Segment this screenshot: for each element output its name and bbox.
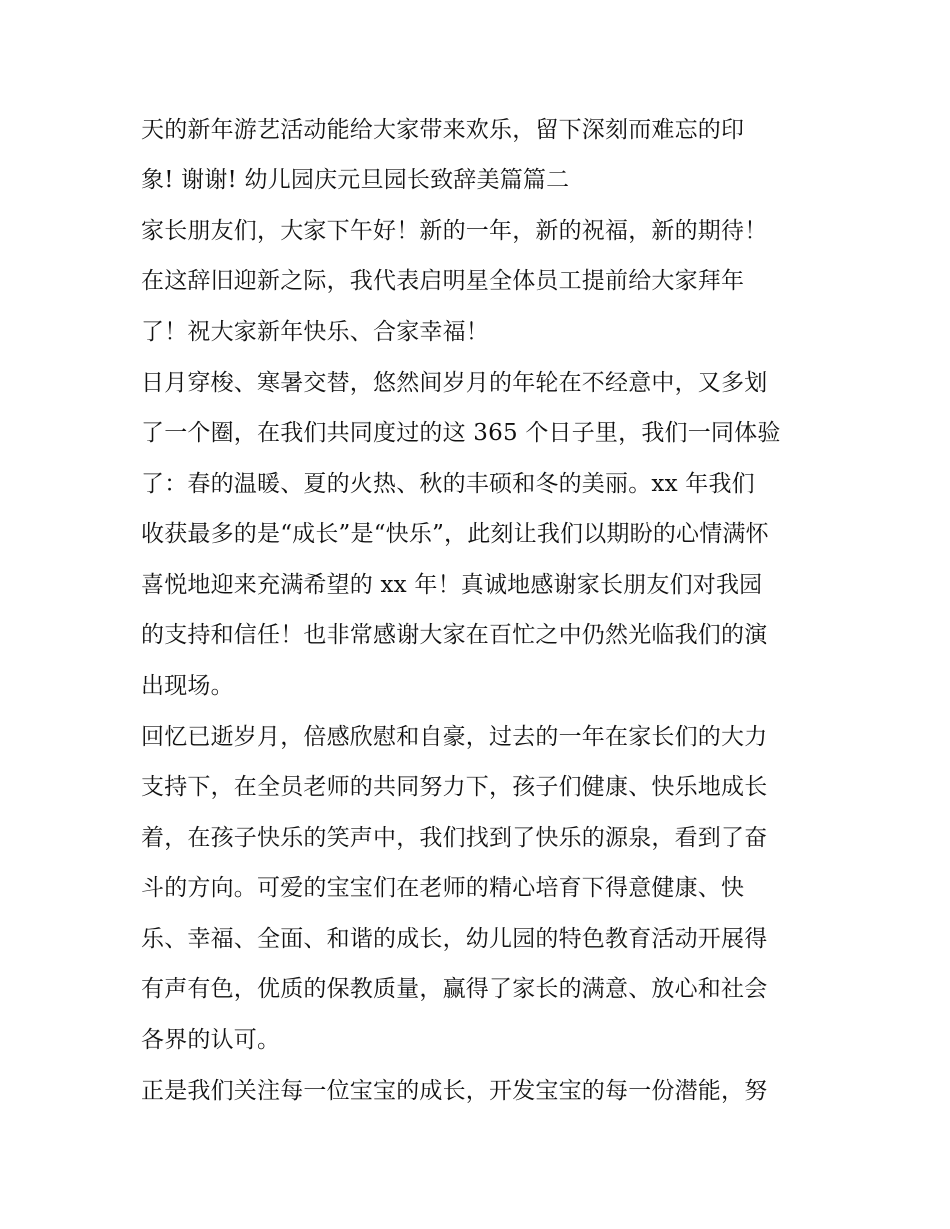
text-line: 正是我们关注每一位宝宝的成长，开发宝宝的每一份潜能，努 xyxy=(141,1078,768,1104)
text-line: 着，在孩子快乐的笑声中，我们找到了快乐的源泉，看到了奋 xyxy=(141,825,768,851)
text-line: 出现场。 xyxy=(141,673,234,699)
text-line: 象! 谢谢! 幼儿园庆元旦园长致辞美篇篇二 xyxy=(141,167,570,193)
text-line: 天的新年游艺活动能给大家带来欢乐，留下深刻而难忘的印 xyxy=(141,117,745,143)
text-line: 支持下，在全员老师的共同努力下，孩子们健康、快乐地成长 xyxy=(141,774,768,800)
text-line: 了！祝大家新年快乐、合家幸福！ xyxy=(141,319,489,345)
text-line: 收获最多的是“成长”是“快乐”，此刻让我们以期盼的心情满怀 xyxy=(141,521,769,547)
text-line: 有声有色，优质的保教质量，赢得了家长的满意、放心和社会 xyxy=(141,976,768,1002)
text-line: 的支持和信任！也非常感谢大家在百忙之中仍然光临我们的演 xyxy=(141,622,768,648)
text-line: 了一个圈，在我们共同度过的这 365 个日子里，我们一同体验 xyxy=(141,420,781,446)
text-line: 日月穿梭、寒暑交替，悠然间岁月的年轮在不经意中，又多划 xyxy=(141,370,768,396)
text-line: 斗的方向。可爱的宝宝们在老师的精心培育下得意健康、快 xyxy=(141,875,745,901)
text-line: 家长朋友们，大家下午好！新的一年，新的祝福，新的期待！ xyxy=(141,218,768,244)
text-line: 各界的认可。 xyxy=(141,1027,281,1053)
text-line: 了：春的温暖、夏的火热、秋的丰硕和冬的美丽。xx 年我们 xyxy=(141,471,755,497)
text-line: 回忆已逝岁月，倍感欣慰和自豪，过去的一年在家长们的大力 xyxy=(141,724,768,750)
text-line: 乐、幸福、全面、和谐的成长，幼儿园的特色教育活动开展得 xyxy=(141,926,768,952)
text-line: 在这辞旧迎新之际，我代表启明星全体员工提前给大家拜年 xyxy=(141,268,745,294)
text-line: 喜悦地迎来充满希望的 xx 年！真诚地感谢家长朋友们对我园 xyxy=(141,572,763,598)
